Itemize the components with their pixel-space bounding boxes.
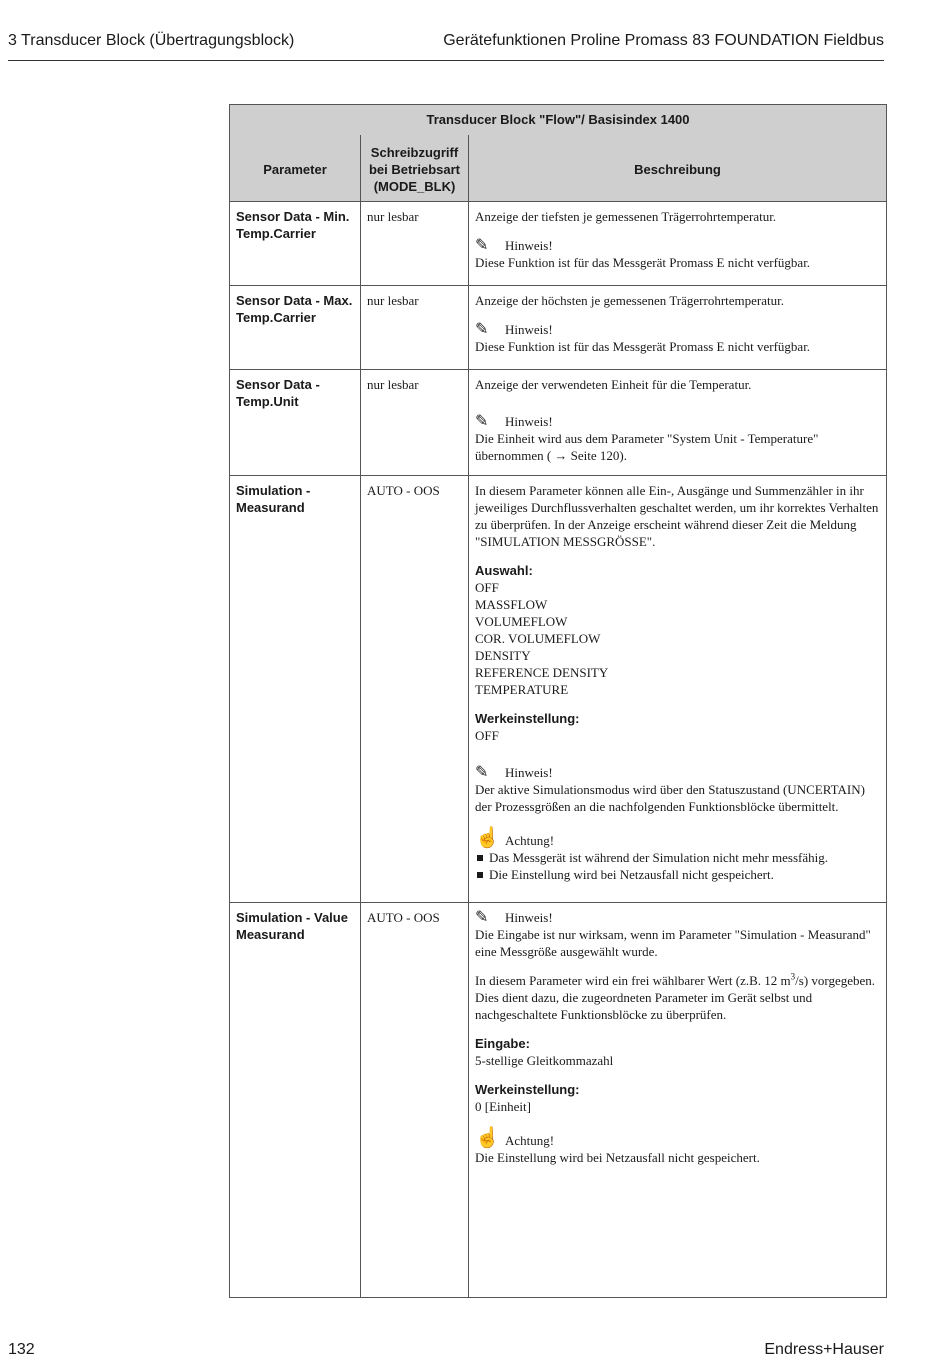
column-header-access: Schreibzugriff bei Betriebsart (MODE_BLK) <box>361 135 469 202</box>
page-header <box>8 32 884 61</box>
input-value: 5-stellige Gleitkommazahl <box>475 1053 614 1068</box>
param-access: nur lesbar <box>361 286 469 370</box>
option-item: OFF <box>475 580 499 595</box>
default-value: 0 [Einheit] <box>475 1099 531 1114</box>
caution-label: Achtung! <box>505 833 555 848</box>
table-row <box>230 903 887 1298</box>
superscript: 3 <box>790 971 796 982</box>
header-title: Gerätefunktionen Proline Promass 83 FOUNDATION Fieldbus <box>443 32 884 49</box>
table-row <box>230 286 887 370</box>
param-description <box>469 286 887 370</box>
option-item: VOLUMEFLOW <box>475 614 568 629</box>
table-row <box>230 370 887 476</box>
description-text: Anzeige der höchsten je gemessenen Trägerrohrtemperatur. <box>475 293 785 308</box>
param-name: Sensor Data - Min. Temp.Carrier <box>230 202 361 286</box>
caution-label: Achtung! <box>505 1133 555 1148</box>
note-label: Hinweis! <box>505 414 553 429</box>
option-item: COR. VOLUMEFLOW <box>475 631 601 646</box>
param-description <box>469 202 887 286</box>
pencil-icon: ✎ <box>475 321 489 338</box>
note-text: Diese Funktion ist für das Messgerät Promass E nicht verfügbar. <box>475 339 811 354</box>
table-title: Transducer Block "Flow"/ Basisindex 1400 <box>230 105 887 136</box>
note-text: Die Eingabe ist nur wirksam, wenn im Parameter "Simulation - Measurand" eine Messgröße ausgewählt wurde. <box>475 927 871 959</box>
note-label: Hinweis! <box>505 322 553 337</box>
pencil-icon: ✎ <box>475 909 489 926</box>
param-name: Simulation - Measurand <box>230 476 361 903</box>
param-access: nur lesbar <box>361 202 469 286</box>
option-item: DENSITY <box>475 648 531 663</box>
description-text <box>475 972 880 1023</box>
note-text: Die Einheit wird aus dem Parameter "System Unit - Temperature" übernommen ( → Seite 120). <box>475 431 819 463</box>
param-access: nur lesbar <box>361 370 469 476</box>
options-label: Auswahl: <box>475 563 533 578</box>
list-item: Das Messgerät ist während der Simulation nicht mehr messfähig. <box>475 849 880 866</box>
param-access: AUTO - OOS <box>361 903 469 1298</box>
note-label: Hinweis! <box>505 238 553 253</box>
table-row <box>230 476 887 903</box>
note-text: Diese Funktion ist für das Messgerät Promass E nicht verfügbar. <box>475 255 811 270</box>
description-text: Anzeige der tiefsten je gemessenen Trägerrohrtemperatur. <box>475 209 777 224</box>
pencil-icon: ✎ <box>475 413 489 430</box>
param-name: Sensor Data - Temp.Unit <box>230 370 361 476</box>
pencil-icon: ✎ <box>475 764 489 781</box>
note-label: Hinweis! <box>505 765 553 780</box>
column-header-parameter: Parameter <box>230 135 361 202</box>
description-text: In diesem Parameter können alle Ein-, Ausgänge und Summenzähler in ihr jeweiliges Durchflussverhalten geschaltet werden, um ihr korrektes Verhalten zu überprüfen. In der Anzeige erscheint während dieser Zeit die Meldung "SIMULATION MESSGRÖSSE". <box>475 483 879 549</box>
description-part: /s) vorgegeben. Dies dient dazu, die zugeordneten Parameter im Gerät selbst und nachgeschaltete Funktionsblöcke zu überprüfen. <box>475 973 876 1022</box>
parameter-table <box>229 104 887 1298</box>
pointing-hand-icon: ☝ <box>475 1127 500 1149</box>
note-label: Hinweis! <box>505 910 553 925</box>
param-name: Sensor Data - Max. Temp.Carrier <box>230 286 361 370</box>
column-header-description: Beschreibung <box>469 135 887 202</box>
param-description <box>469 476 887 903</box>
caution-text: Die Einstellung wird bei Netzausfall nicht gespeichert. <box>475 1150 760 1165</box>
option-item: TEMPERATURE <box>475 682 569 697</box>
description-text: Anzeige der verwendeten Einheit für die Temperatur. <box>475 377 752 392</box>
caution-list <box>475 849 880 883</box>
param-description <box>469 370 887 476</box>
list-item: Die Einstellung wird bei Netzausfall nicht gespeichert. <box>475 866 880 883</box>
header-chapter: 3 Transducer Block (Übertragungsblock) <box>8 32 295 49</box>
default-label: Werkeinstellung: <box>475 711 580 726</box>
option-item: MASSFLOW <box>475 597 548 612</box>
default-label: Werkeinstellung: <box>475 1082 580 1097</box>
param-description <box>469 903 887 1298</box>
param-name: Simulation - Value Measurand <box>230 903 361 1298</box>
default-value: OFF <box>475 728 499 743</box>
param-access: AUTO - OOS <box>361 476 469 903</box>
input-label: Eingabe: <box>475 1036 530 1051</box>
pencil-icon: ✎ <box>475 237 489 254</box>
note-text: Der aktive Simulationsmodus wird über den Statuszustand (UNCERTAIN) der Prozessgrößen an die nachfolgenden Funktionsblöcke übermittelt. <box>475 782 865 814</box>
option-item: REFERENCE DENSITY <box>475 665 609 680</box>
pointing-hand-icon: ☝ <box>475 827 500 849</box>
page-number: 132 <box>8 1341 35 1358</box>
table-row <box>230 202 887 286</box>
brand-name: Endress+Hauser <box>764 1341 884 1358</box>
description-part: In diesem Parameter wird ein frei wählbarer Wert (z.B. 12 m <box>475 973 791 988</box>
